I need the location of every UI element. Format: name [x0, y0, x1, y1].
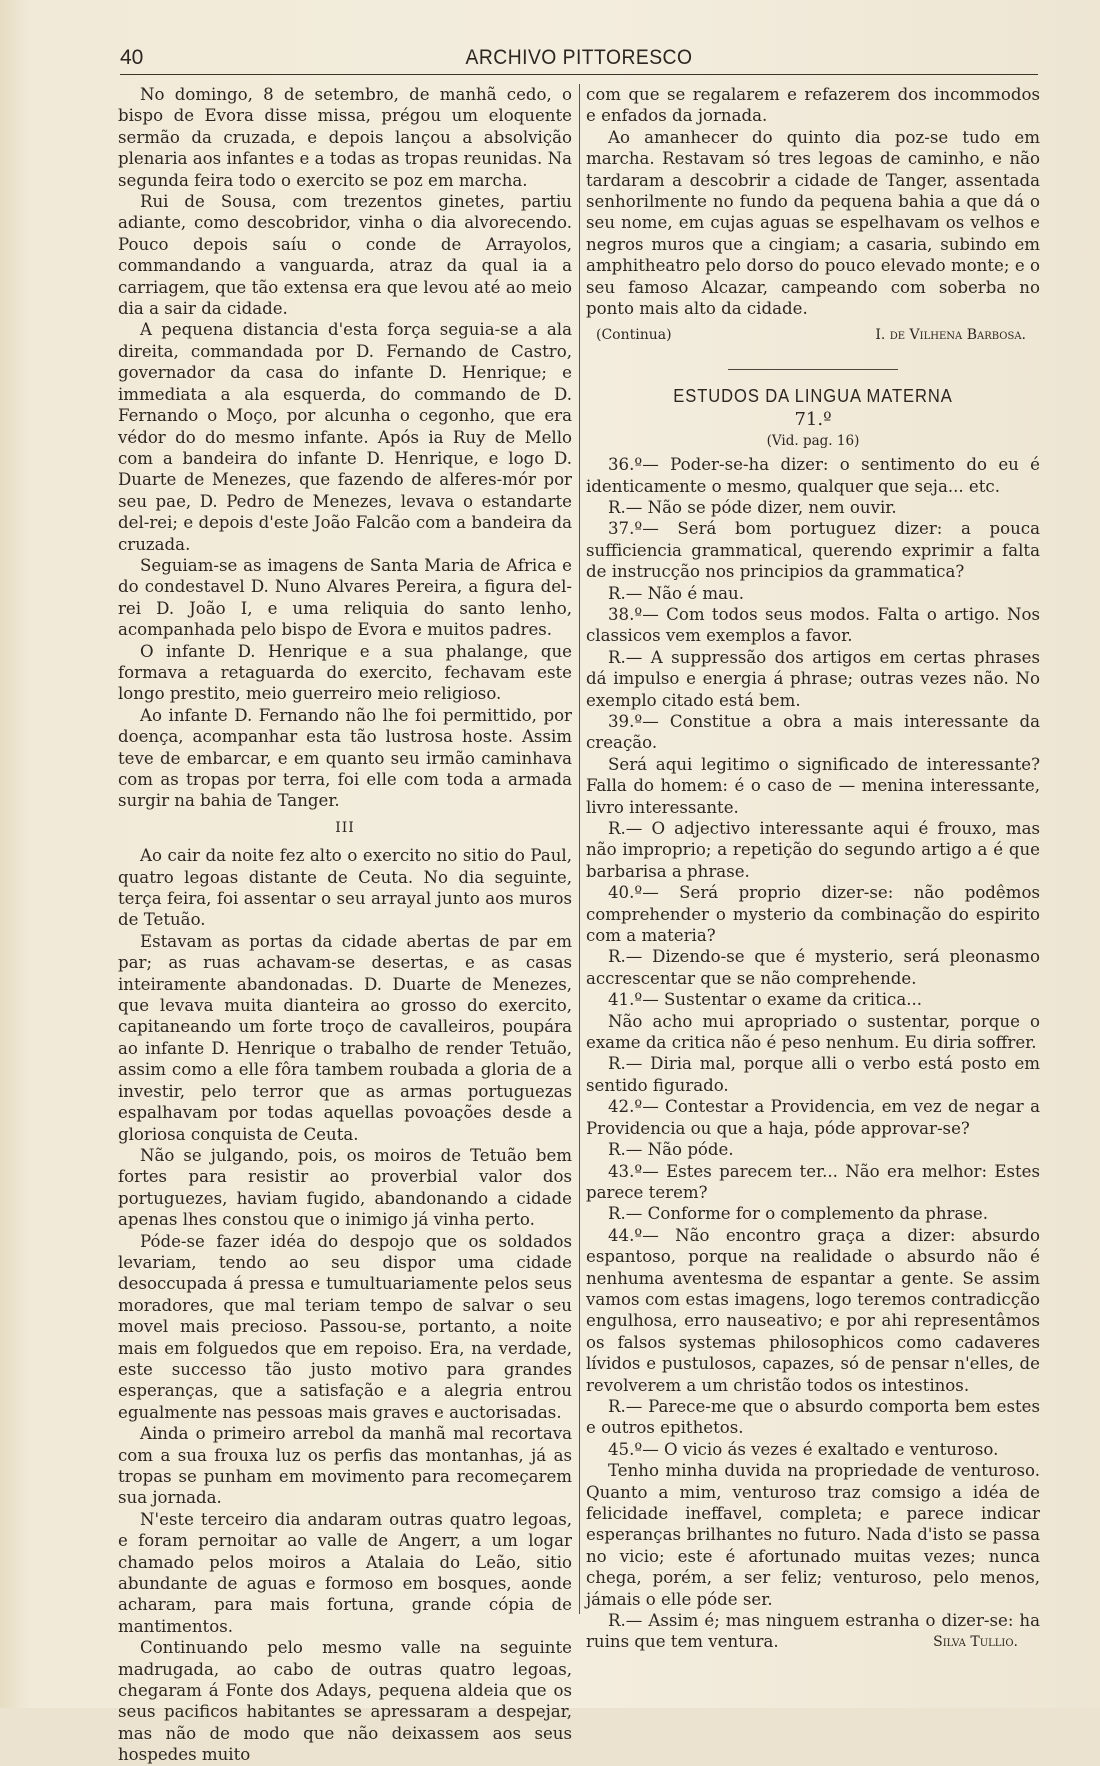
- section-divider: [728, 369, 898, 370]
- entry: R.— Diria mal, porque alli o verbo está posto em sentido figurado.: [586, 1054, 1040, 1095]
- paragraph: com que se regalarem e refazerem dos incommodos e enfados da jornada.: [586, 85, 1040, 126]
- entry: R.— A suppressão dos artigos em certas phrases dá impulso e energia á phrase; outras vezes não. No exemplo citado está bem.: [586, 647, 1040, 710]
- paragraph: Ao infante D. Fernando não lhe foi permittido, por doença, acompanhar esta tão lustrosa hoste. Assim teve de embarcar, e em quanto seu irmão caminhava com as tropas por terra, foi elle com toda a armada surgir na bahia de Tanger.: [118, 705, 572, 811]
- entry: R.— Não é mau.: [608, 583, 744, 603]
- paragraph: Seguiam-se as imagens de Santa Maria de Africa e do condestavel D. Nuno Alvares Pereira, a figura del-rei D. João I, e uma reliquia do santo lenho, acompanhada pelo bispo de Evora e muitos padres.: [118, 555, 572, 640]
- paragraph: Continuando pelo mesmo valle na seguinte madrugada, ao cabo de outras quatro legoas, chegaram á Fonte dos Adays, pequena aldeia que os seus pacificos habitantes se apressaram a despejar, mas não de modo que não deixassem aos seus hospedes muito: [118, 1638, 572, 1765]
- entry: R.— Parece-me que o absurdo comporta bem estes e outros epithetos.: [586, 1396, 1040, 1438]
- entry: R.— Não se póde dizer, nem ouvir.: [608, 497, 897, 517]
- continua-label: (Continua): [596, 327, 672, 344]
- entry: R.— Dizendo-se que é mysterio, será pleonasmo accrescentar que se não comprehende.: [586, 947, 1040, 988]
- paragraph: A pequena distancia d'esta força seguia-se a ala direita, commandada por D. Fernando de Castro, governador da casa do infante D. Henrique; e immediata a ala esquerda, do commando de D. Fernando o Moço, por alcunha o cegonho, que era védor do do mesmo infante. Após ia Ruy de Mello com a bandeira do infante D. Henrique, e logo D. Duarte de Menezes, que fazendo de alferes-mór por seu pae, D. Pedro de Menezes, levava o estandarte del-rei; e depois d'este João Falcão com a bandeira da cruzada.: [118, 320, 572, 554]
- paragraph: Ao amanhecer do quinto dia poz-se tudo em marcha. Restavam só tres legoas de caminho, e não tardaram a descobrir a cidade de Tanger, assentada senhorilmente no fundo da pequena bahia a que dá o seu nome, em cujas aguas se espelhavam os velhos e negros muros que a cingiam; a casaria, subindo em amphitheatro pelo dorso do pouco elevado monte; e o seu famoso Alcazar, campeando com soberba no ponto mais alto da cidade.: [586, 127, 1040, 319]
- paragraph: Póde-se fazer idéa do despojo que os soldados levariam, tendo ao seu dispor uma cidade desoccupada á pressa e tumultuariamente pelos seus moradores, que mal teriam tempo de salvar o seu movel mais precioso. Passou-se, portanto, a noite mais em folguedos que em repoiso. Era, na verdade, este successo tão justo motivo para grandes esperanças, que a satisfação e a alegria entrou egualmente nas pessoas mais graves e auctorisadas.: [118, 1231, 572, 1422]
- continua-line: [586, 325, 1040, 346]
- paragraph: O infante D. Henrique e a sua phalange, que formava a retaguarda do exercito, fechavam este longo prestito, meio guerreiro meio religioso.: [118, 641, 572, 704]
- journal-title: ARCHIVO PITTORESCO: [465, 46, 693, 69]
- paragraph: Ao cair da noite fez alto o exercito no sitio do Paul, quatro legoas distante de Ceuta. No dia seguinte, terça feira, foi assentar o seu arrayal junto aos muros de Tetuão.: [118, 846, 572, 930]
- entry: Será aqui legitimo o significado de interessante? Falla do homem: é o caso de — menina interessante, livro interessante.: [586, 754, 1040, 817]
- paragraph: Rui de Sousa, com trezentos ginetes, partiu adiante, como descobridor, vinha o dia alvorecendo. Pouco depois saíu o conde de Arrayolos, commandando a vanguarda, atraz da qual ia a carriagem, que tão extensa era que levou até ao meio dia a sair da cidade.: [118, 192, 572, 319]
- entry: 37.º— Será bom portuguez dizer: a pouca sufficiencia grammatical, querendo exprimir a falta de instrucção nos principios da grammatica?: [586, 519, 1040, 582]
- section-title: ESTUDOS DA LINGUA MATERNA: [673, 385, 953, 406]
- entry: R.— Conforme for o complemento da phrase.: [608, 1204, 988, 1224]
- paragraph: Ainda o primeiro arrebol da manhã mal recortava com a sua frouxa luz os perfis das montanhas, já as tropas se punham em movimento para recomeçarem sua jornada.: [118, 1424, 572, 1508]
- entry: R.— O adjectivo interessante aqui é frouxo, mas não improprio; a repetição do segundo artigo a é que barbarisa a phrase.: [586, 819, 1040, 881]
- signature: Silva Tullio.: [933, 1633, 1018, 1650]
- paragraph: Não se julgando, pois, os moiros de Tetuão bem fortes para resistir ao proverbial valor dos portuguezes, haviam fugido, abandonando a cidade apenas lhes constou que o inimigo já vinha perto.: [118, 1145, 572, 1230]
- entry: 42.º— Contestar a Providencia, em vez de negar a Providencia ou que a haja, póde approvar-se?: [586, 1097, 1040, 1138]
- page-number: 40: [120, 46, 144, 69]
- right-column: [586, 84, 1040, 1653]
- column-divider: [579, 84, 580, 1614]
- entry: 44.º— Não encontro graça a dizer: absurdo espantoso, porque na realidade o absurdo não é nenhuma aventesma de espantar a gente. Se assim vamos com estas imagens, logo teremos contradicção engulhosa, erro nauseativo; e por ahi representâmos os falsos systemas philosophicos como cadaveres lívidos e pustulosos, capazes, só de pensar n'elles, de revolverem a um christão todos os intestinos.: [586, 1225, 1040, 1395]
- entry: R.— Não póde.: [608, 1140, 734, 1160]
- paragraph: Estavam as portas da cidade abertas de par em par; as ruas achavam-se desertas, e as casas inteiramente abandonadas. D. Duarte de Menezes, que levava muita dianteira ao grosso do exercito, capitaneando um forte troço de cavalleiros, poupára ao infante D. Henrique o trabalho de render Tetuão, assim como a elle fôra tambem roubada a gloria de a investir, pelo terror que as armas portuguezas espalhavam por todas aquellas povoações desde a gloriosa conquista de Ceuta.: [118, 931, 572, 1144]
- entry: 38.º— Com todos seus modos. Falta o artigo. Nos classicos vem exemplos a favor.: [586, 604, 1040, 646]
- entry: Não acho mui apropriado o sustentar, porque o exame da critica não é peso nenhum. Eu diria soffrer.: [586, 1011, 1040, 1053]
- article-author: I. de Vilhena Barbosa.: [875, 327, 1026, 344]
- entry: 39.º— Constitue a obra a mais interessante da creação.: [586, 711, 1040, 753]
- paragraph: N'este terceiro dia andaram outras quatro legoas, e foram pernoitar ao valle de Angerr, a um logar chamado pelos moiros a Atalaia do Leão, sitio abundante de aguas e formoso em bosques, aonde acharam, para mais fortuna, grande cópia de mantimentos.: [118, 1509, 572, 1636]
- entry: 43.º— Estes parecem ter... Não era melhor: Estes parece terem?: [586, 1161, 1040, 1202]
- entry: 36.º— Poder-se-ha dizer: o sentimento do eu é identicamente o mesmo, qualquer que seja... etc.: [586, 455, 1040, 496]
- entry: 40.º— Será proprio dizer-se: não podêmos comprehender o mysterio da combinação do espirito com a materia?: [586, 883, 1040, 946]
- entry: R.— Assim é; mas ninguem estranha o dizer-se: ha ruins que tem ventura.: [586, 1611, 1040, 1652]
- paragraph: No domingo, 8 de setembro, de manhã cedo, o bispo de Evora disse missa, prégou um eloquente sermão da cruzada, e depois lançou a absolvição plenaria aos infantes e a todas as tropas reunidas. Na segunda feira todo o exercito se poz em marcha.: [118, 85, 572, 190]
- page-header: [120, 44, 1038, 75]
- vid-note: (Vid. pag. 16): [766, 432, 860, 449]
- article-number: 71.º: [794, 409, 832, 431]
- entry: 41.º— Sustentar o exame da critica...: [608, 990, 923, 1010]
- entry: Tenho minha duvida na propriedade de venturoso. Quanto a mim, venturoso traz comsigo a idéa de felicidade ineffavel, completa; e parece indicar esperanças brilhantes no futuro. Nada d'isto se passa no vicio; este é afortunado muitas vezes; nunca chega, porém, a ser feliz; venturoso, pelo menos, jámais o elle póde ser.: [586, 1461, 1040, 1609]
- section-number: III: [335, 819, 355, 836]
- entry: 45.º— O vicio ás vezes é exaltado e venturoso.: [608, 1439, 999, 1459]
- left-column: [118, 84, 572, 1766]
